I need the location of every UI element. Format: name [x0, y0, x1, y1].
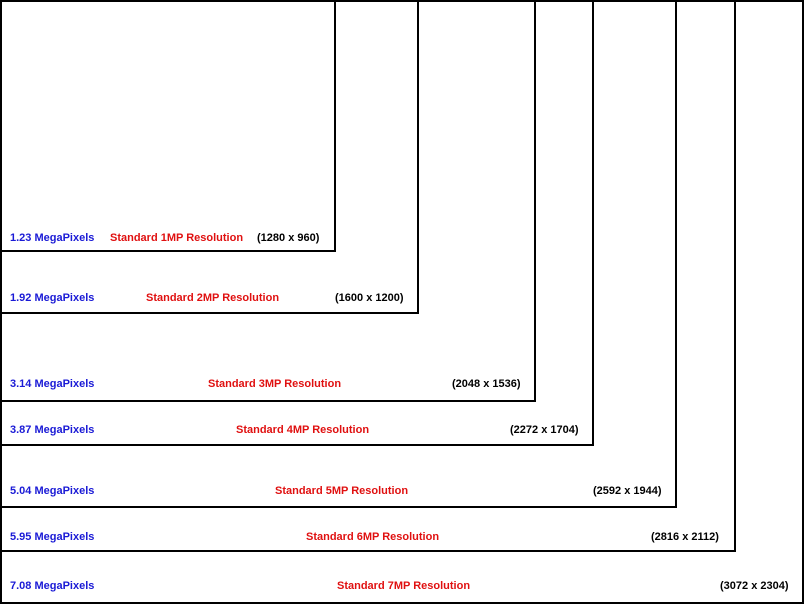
megapixels-label-3mp: 3.14 MegaPixels: [10, 378, 95, 390]
megapixels-label-4mp: 3.87 MegaPixels: [10, 424, 95, 436]
megapixels-label-7mp: 7.08 MegaPixels: [10, 580, 95, 592]
dimensions-label-7mp: (3072 x 2304): [720, 580, 789, 592]
resolution-box-1mp: [0, 0, 336, 252]
standard-label-7mp: Standard 7MP Resolution: [337, 580, 471, 592]
dimensions-label-3mp: (2048 x 1536): [452, 378, 521, 390]
dimensions-label-6mp: (2816 x 2112): [651, 531, 719, 543]
dimensions-label-2mp: (1600 x 1200): [335, 292, 404, 304]
standard-label-5mp: Standard 5MP Resolution: [275, 485, 409, 497]
standard-label-3mp: Standard 3MP Resolution: [208, 378, 342, 390]
dimensions-label-4mp: (2272 x 1704): [510, 424, 579, 436]
megapixels-label-6mp: 5.95 MegaPixels: [10, 531, 95, 543]
standard-label-4mp: Standard 4MP Resolution: [236, 424, 370, 436]
standard-label-2mp: Standard 2MP Resolution: [146, 292, 280, 304]
megapixels-label-2mp: 1.92 MegaPixels: [10, 292, 95, 304]
megapixels-label-1mp: 1.23 MegaPixels: [10, 232, 95, 244]
standard-label-1mp: Standard 1MP Resolution: [110, 232, 244, 244]
standard-label-6mp: Standard 6MP Resolution: [306, 531, 440, 543]
dimensions-label-1mp: (1280 x 960): [257, 232, 320, 244]
dimensions-label-5mp: (2592 x 1944): [593, 485, 662, 497]
megapixels-label-5mp: 5.04 MegaPixels: [10, 485, 95, 497]
